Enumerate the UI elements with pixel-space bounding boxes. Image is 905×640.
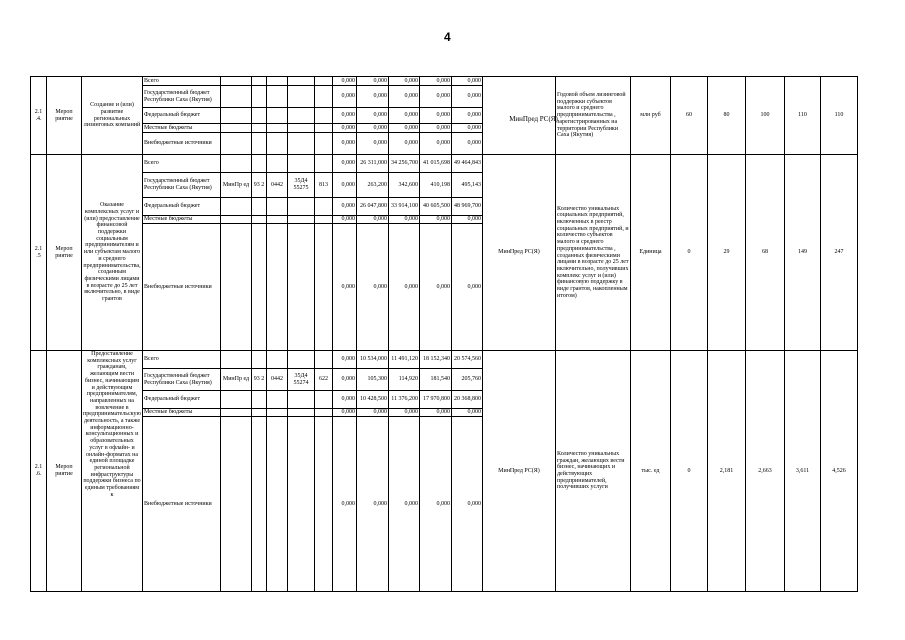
indicator-value: 110 bbox=[785, 77, 821, 155]
measure-number: 2.1 .6. bbox=[31, 351, 47, 592]
budget-admin-code: МинПр ед bbox=[221, 369, 252, 391]
table-row: Местные бюджеты 0,000 0,000 0,000 0,000 0,000 bbox=[144, 124, 481, 131]
section-code: 93 2 bbox=[252, 369, 267, 391]
indicator-value: 68 bbox=[746, 155, 785, 351]
table-row: Государственный бюджет Республики Саха (Якутия) 0,000 0,000 0,000 0,000 0,000 bbox=[31, 86, 858, 108]
indicator-value: 0 bbox=[671, 351, 708, 592]
table-row: Федеральный бюджет 0,000 26 047,800 33 914,100 40 605,500 48 969,700 bbox=[31, 198, 858, 216]
measure-kind: Мероп риятие bbox=[47, 77, 82, 155]
source-extrabudgetary: Внебюджетные источники bbox=[143, 224, 221, 351]
indicator-value: 0 bbox=[671, 155, 708, 351]
indicator-value: 247 bbox=[821, 155, 858, 351]
indicator-value: 60 bbox=[671, 77, 708, 155]
section-code: 93 2 bbox=[252, 173, 267, 198]
source-regional-budget: Государственный бюджет Республики Саха (Якутия) bbox=[143, 369, 221, 391]
target-article-code: 35Д4 55274 bbox=[288, 369, 315, 391]
indicator-value: 29 bbox=[708, 155, 746, 351]
indicator-name: Количество уникальных социальных предприятий, включенных в реестр социальных предприятий, и количество субъектов малого и среднего предпринимательства , созданных физическими лицами в возрасте до 25 лет включительно, получивших комплекс услуг и (или) финансовую поддержку в виде грантов, накопленным итогом) bbox=[556, 155, 631, 351]
table-row: Федеральный бюджет 0,000 10 428,500 11 376,200 17 970,800 20 368,800 bbox=[31, 391, 858, 409]
table-row: Местные бюджеты 0,000 0,000 0,000 0,000 0,000 bbox=[144, 409, 481, 416]
indicator-value: 100 bbox=[746, 77, 785, 155]
table-row: Внебюджетные источники 0,000 0,000 0,000 0,000 0,000 bbox=[31, 133, 858, 155]
table-row: Местные бюджеты 0,000 0,000 0,000 0,000 0,000 bbox=[144, 216, 481, 223]
responsible-executor: МинПред РС(Я) bbox=[483, 351, 556, 592]
indicator-value: 80 bbox=[708, 77, 746, 155]
indicator-unit: тыс. ед bbox=[631, 351, 671, 592]
indicator-unit: млн руб bbox=[631, 77, 671, 155]
table-row: 2.1 .4. Мероп риятие Создание и (или) развитие региональных лизинговых компаний Всего 0,000 0,000 0,000 0,000 0,000 Годовой объем лизинговой поддержки субъектов малого и среднего предпринимательства , зарегистрированных на территории Республики Саха (Якутия) млн руб 60 80 100 110 110 bbox=[31, 77, 858, 86]
table-row: Внебюджетные источники 0,000 0,000 0,000 0,000 0,000 bbox=[31, 224, 858, 351]
source-local-budgets: Местные бюджеты bbox=[143, 124, 221, 133]
expense-type-code: 622 bbox=[315, 369, 333, 391]
source-federal-budget: Федеральный бюджет bbox=[143, 108, 221, 124]
table-row: Государственный бюджет Республики Саха (Якутия) МинПр ед 93 2 0442 35Д4 55274 622 0,000 105,300 114,920 181,540 205,760 bbox=[31, 369, 858, 391]
measure-number: 2.1 .5 bbox=[31, 155, 47, 351]
source-extrabudgetary: Внебюджетные источники bbox=[143, 133, 221, 155]
measure-number: 2.1 .4. bbox=[31, 77, 47, 155]
indicator-name: Годовой объем лизинговой поддержки субъектов малого и среднего предпринимательства , зарегистрированных на территории Республики Саха (Якутия) bbox=[556, 77, 631, 155]
source-local-budgets: Местные бюджеты bbox=[143, 409, 221, 417]
table-row: Федеральный бюджет 0,000 0,000 0,000 0,000 0,000 bbox=[31, 108, 858, 116]
target-article-code: 35Д4 55275 bbox=[288, 173, 315, 198]
indicator-name: Количество уникальных граждан, желающих вести бизнес, начинающих и действующих предпринимателей, получивших услуги bbox=[556, 351, 631, 592]
measure-name-text: Предоставление комплексных услуг гражданам, желающим вести бизнес, начинающим и действующим предпринимателям, направленных на вовлечение в предпринимательскую деятельность, а также информационно-консультационных и образовательных услуг в офлайн- и онлайн-форматах на единой площадке региональной инфраструктуры поддержки бизнеса по единым требованиям к bbox=[83, 351, 141, 498]
responsible-executor: МинПред РС(Я) bbox=[509, 115, 558, 123]
table-row: Государственный бюджет Республики Саха (Якутия) МинПр ед 93 2 0442 35Д4 55275 813 0,000 263,200 342,600 410,198 495,143 bbox=[31, 173, 858, 198]
source-federal-budget: Федеральный бюджет bbox=[143, 391, 221, 409]
page-number: 4 bbox=[444, 30, 451, 44]
source-extrabudgetary: Внебюджетные источники bbox=[143, 417, 221, 592]
table-row: 2.1 .6. Мероп риятие Предоставление комплексных услуг гражданам, желающим вести бизнес, начинающим и действующим предпринимателям, направленных на вовлечение в предпринимательскую деятельность, а также информационно-консультационных и образовательных услуг в офлайн- и онлайн-форматах на единой площадке региональной инфраструктуры поддержки бизнеса по единым требованиям к Всего 0,000 10 534,000 11 491,120 18 152,340 20 574,560 МинПред РС(Я) Количество уникальных граждан, желающих вести бизнес, начинающих и действующих предпринимателей, получивших услуги тыс. ед 0 2,181 2,663 3,611 4,526 bbox=[31, 351, 858, 369]
indicator-value: 4,526 bbox=[821, 351, 858, 592]
indicator-value: 110 bbox=[821, 77, 858, 155]
source-regional-budget: Государственный бюджет Республики Саха (Якутия) bbox=[143, 173, 221, 198]
indicator-unit: Единица bbox=[631, 155, 671, 351]
measure-name: Оказание комплексных услуг и (или) предоставление финансовой поддержки социальным предпринимателям и или субъектам малого и среднего предпринимательства, созданным физическими лицами в возрасте до 25 лет включительно, в виде грантов bbox=[82, 155, 143, 351]
budget-admin-code: МинПр ед bbox=[221, 173, 252, 198]
expense-type-code: 813 bbox=[315, 173, 333, 198]
subsection-code: 0442 bbox=[267, 173, 288, 198]
source-total: Всего bbox=[143, 77, 221, 86]
source-total: Всего bbox=[143, 351, 221, 369]
table-row: 2.1 .5 Мероп риятие Оказание комплексных услуг и (или) предоставление финансовой поддержки социальным предпринимателям и или субъектам малого и среднего предпринимательства, созданным физическими лицами в возрасте до 25 лет включительно, в виде грантов Всего 0,000 26 311,000 34 256,700 41 015,698 49 464,843 МинПред РС(Я) Количество уникальных социальных предприятий, включенных в реестр социальных предприятий, и количество субъектов малого и среднего предпринимательства , созданных физическими лицами в возрасте до 25 лет включительно, получивших комплекс услуг и (или) финансовую поддержку в виде грантов, накопленным итогом) Единица 0 29 68 149 247 bbox=[31, 155, 858, 173]
measure-name bbox=[82, 351, 143, 592]
source-local-budgets: Местные бюджеты bbox=[143, 216, 221, 224]
indicator-value: 149 bbox=[785, 155, 821, 351]
measure-kind: Мероп риятие bbox=[47, 351, 82, 592]
source-regional-budget: Государственный бюджет Республики Саха (Якутия) bbox=[143, 86, 221, 108]
program-measures-table bbox=[30, 76, 858, 592]
subsection-code: 0442 bbox=[267, 369, 288, 391]
measure-kind: Мероп риятие bbox=[47, 155, 82, 351]
responsible-executor: МинПред РС(Я) bbox=[483, 155, 556, 351]
indicator-value: 2,663 bbox=[746, 351, 785, 592]
table-row: Внебюджетные источники 0,000 0,000 0,000 0,000 0,000 bbox=[31, 417, 858, 592]
source-federal-budget: Федеральный бюджет bbox=[143, 198, 221, 216]
measure-name: Создание и (или) развитие региональных лизинговых компаний bbox=[82, 77, 143, 155]
indicator-value: 2,181 bbox=[708, 351, 746, 592]
indicator-value: 3,611 bbox=[785, 351, 821, 592]
source-total: Всего bbox=[143, 155, 221, 173]
